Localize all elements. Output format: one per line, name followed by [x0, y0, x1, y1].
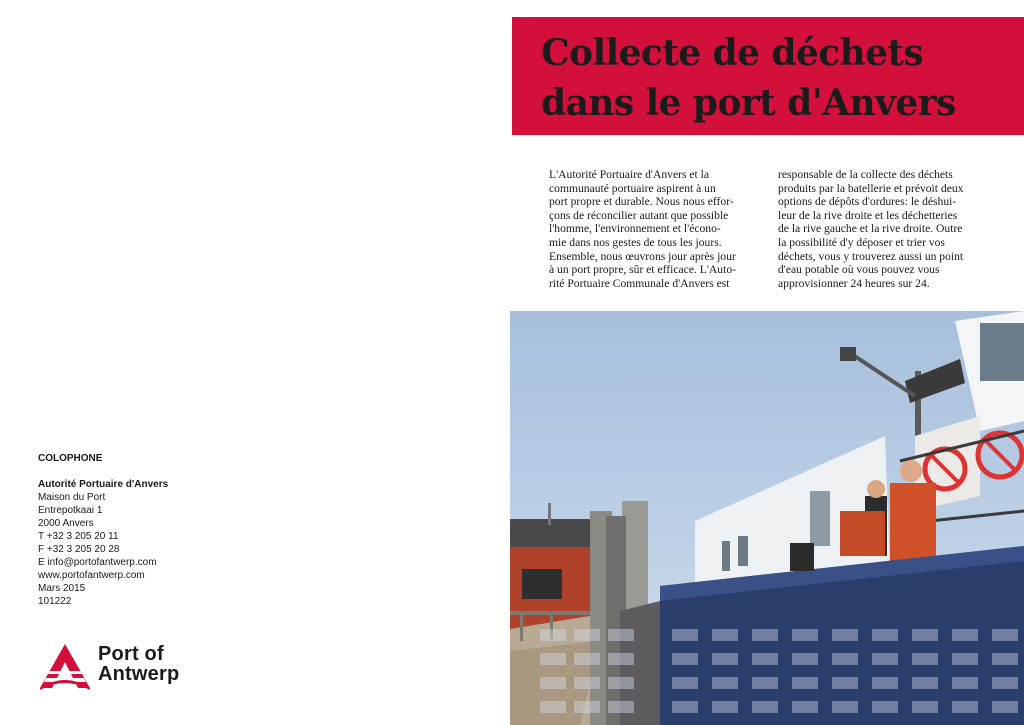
page-title	[541, 28, 956, 128]
body-line: d'eau potable où vous pouvez vous	[778, 263, 940, 277]
colophon-website: www.portofantwerp.com	[38, 570, 145, 581]
body-line: mie dans nos gestes de tous les jours.	[549, 235, 722, 249]
body-line: de la rive gauche et la rive droite. Outre	[778, 222, 963, 236]
colophon-reference: 101222	[38, 596, 72, 607]
logo-line-2: Antwerp	[98, 663, 180, 685]
colophon-heading: COLOPHONE	[38, 453, 103, 464]
body-line: options de dépôts d'ordures: le déshui-	[778, 195, 957, 209]
body-line: produits par la batellerie et prévoit deux	[778, 181, 964, 195]
body-column-1	[549, 168, 757, 290]
colophon-organisation: Autorité Portuaire d'Anvers	[38, 479, 169, 490]
colophon-date: Mars 2015	[38, 583, 86, 594]
body-line: L'Autorité Portuaire d'Anvers et la	[549, 168, 710, 181]
port-of-antwerp-logo-icon	[38, 642, 92, 692]
colophon-line: Maison du Port	[38, 492, 106, 503]
body-line: responsable de la collecte des déchets	[778, 168, 953, 181]
waste-collection-boat-photo	[510, 311, 1024, 725]
body-line: çons de réconcilier autant que possible	[549, 208, 729, 222]
body-line: leur de la rive droite et les déchetteries	[778, 208, 958, 222]
body-line: déchets, vous y trouverez aussi un point	[778, 249, 964, 263]
body-line: port propre et durable. Nous nous effor-	[549, 195, 734, 209]
colophon-line: Entrepotkaai 1	[38, 505, 103, 516]
page-title-line-1: Collecte de déchets	[541, 32, 924, 74]
logo-wordmark	[98, 644, 179, 684]
colophon-fax: F +32 3 205 20 28	[38, 544, 120, 555]
page-title-line-2: dans le port d'Anvers	[541, 82, 956, 124]
body-line: Ensemble, nous œuvrons jour après jour	[549, 249, 736, 263]
body-line: approvisionner 24 heures sur 24.	[778, 276, 930, 290]
body-line: rité Portuaire Communale d'Anvers est	[549, 276, 730, 290]
colophon-phone: T +32 3 205 20 11	[38, 531, 119, 542]
body-line: l'homme, l'environnement et l'écono-	[549, 222, 721, 236]
body-column-2	[778, 168, 986, 290]
body-line: communauté portuaire aspirent à un	[549, 181, 716, 195]
logo-line-1: Port of	[98, 643, 164, 665]
port-of-antwerp-logo	[38, 640, 208, 692]
photo-illustration	[510, 311, 1024, 725]
body-line: la possibilité d'y déposer et trier vos	[778, 235, 945, 249]
colophon	[38, 452, 258, 608]
body-line: à un port propre, sûr et efficace. L'Auto-	[549, 263, 736, 277]
colophon-email: E info@portofantwerp.com	[38, 557, 157, 568]
colophon-line: 2000 Anvers	[38, 518, 94, 529]
title-band	[512, 17, 1024, 135]
